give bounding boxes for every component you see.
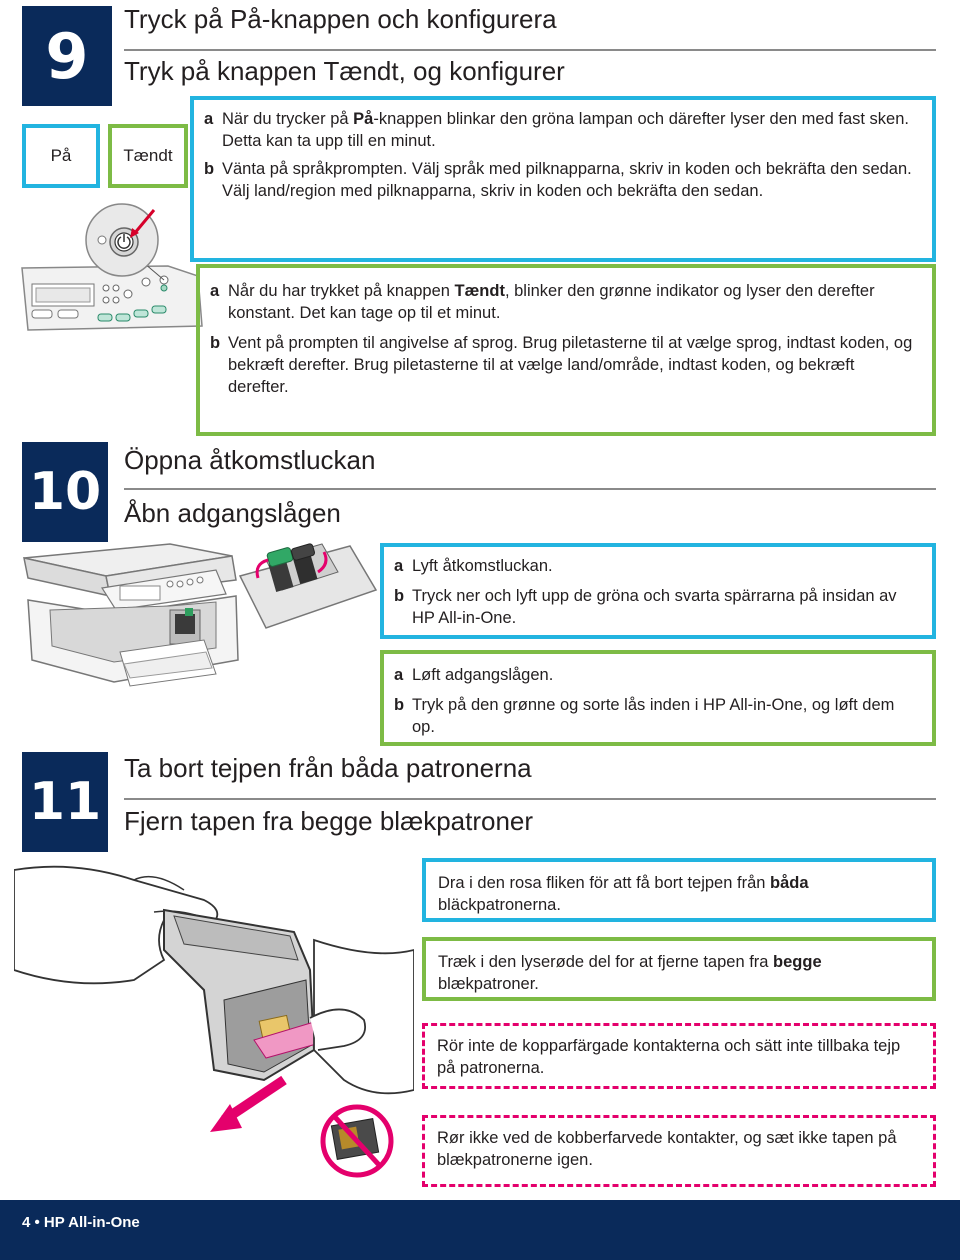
item-text: Når du har trykket på knappen Tændt, blinker den grønne indikator og lyser den derefter konstant. Det kan tage op til et minut. [228, 282, 875, 322]
page-footer [0, 1200, 960, 1260]
item-text: Tryk på den grønne og sorte lås inden i HP All-in-One, og løft dem op. [412, 696, 895, 736]
step-11-divider [124, 798, 936, 800]
item-label: b [394, 696, 405, 714]
step-9-title-sv: Tryck på På-knappen och konfigurera [124, 4, 557, 34]
item-text: Lyft åtkomstluckan. [412, 557, 553, 575]
step-10-sv-item-b [394, 585, 920, 629]
step-9-number: 9 [22, 6, 112, 106]
footer-page-label: 4 • HP All-in-One [22, 1214, 140, 1231]
item-text: När du trycker på På-knappen blinkar den gröna lampan och därefter lyser den med fast sken. Detta kan ta upp till en minut. [222, 110, 909, 150]
printer-image [24, 544, 238, 686]
step-10-instructions-da [380, 650, 936, 746]
step-11-title-da: Fjern tapen fra begge blækpatroner [124, 806, 534, 836]
step-10-divider [124, 488, 936, 490]
no-touch-illustration [312, 1102, 402, 1182]
step-9-instructions-da [196, 264, 936, 436]
step-9-instructions-sv [190, 96, 936, 262]
item-text: Vänta på språkprompten. Välj språk med pilknapparna, skriv in koden och bekräfta den sedan. Välj land/region med pilknapparna, skriv in koden och bekräfta den sedan. [222, 160, 912, 200]
warning-text-sv: Rör inte de kopparfärgade kontakterna och sätt inte tillbaka tejp på patronerna. [437, 1037, 901, 1077]
cartridge-hands-image [14, 867, 414, 1132]
pull-text-sv: Dra i den rosa fliken för att få bort tejpen från båda bläckpatronerna. [438, 874, 809, 914]
prohibition-icon [323, 1107, 391, 1175]
button-label-box-sv [22, 124, 100, 188]
item-label: a [394, 557, 404, 575]
step-11-title-sv: Ta bort tejpen från båda patronerna [124, 753, 532, 783]
item-label: b [204, 160, 215, 178]
step-9-title-da: Tryk på knappen Tændt, og konfigurer [124, 56, 565, 86]
step-11-pull-da [422, 937, 936, 1001]
step-9-sv-item-a [204, 108, 918, 152]
item-label: a [394, 666, 404, 684]
button-label-box-da [108, 124, 188, 188]
item-text: Vent på prompten til angivelse af sprog. Brug piletasterne til at vælge sprog, indtast koden, og bekræft derefter. Brug piletasterne til at vælge land/område, indtast koden, og bekræft derefter. [228, 334, 913, 396]
step-10-title-sv: Öppna åtkomstluckan [124, 445, 376, 475]
item-label: a [204, 110, 214, 128]
latch-illustration [238, 538, 378, 638]
item-text: Tryck ner och lyft upp de gröna och svarta spärrarna på insidan av HP All-in-One. [412, 587, 897, 627]
step-11-pull-sv [422, 858, 936, 922]
step-11-warning-da [422, 1115, 936, 1187]
item-label: a [210, 282, 220, 300]
step-10-da-item-a [394, 664, 920, 686]
step-9-divider [124, 49, 936, 51]
item-label: b [394, 587, 405, 605]
control-panel-illustration [18, 196, 208, 346]
step-10-da-item-b [394, 694, 920, 738]
latch-image [240, 543, 376, 628]
printer-illustration [20, 540, 246, 700]
warning-text-da: Rør ikke ved de kobberfarvede kontakter, og sæt ikke tapen på blækpatronerne igen. [437, 1129, 897, 1169]
button-label-sv: På [50, 146, 72, 165]
item-label: b [210, 334, 221, 352]
step-10-number: 10 [22, 442, 108, 542]
button-label-da: Tændt [123, 146, 173, 165]
control-panel-image [22, 204, 202, 330]
step-10-sv-item-a [394, 555, 920, 577]
step-11-warning-sv [422, 1023, 936, 1089]
step-10-title-da: Åbn adgangslågen [124, 498, 341, 528]
step-9-sv-item-b [204, 158, 918, 202]
step-11-number: 11 [22, 752, 108, 852]
step-9-da-item-a [210, 280, 918, 324]
item-text: Løft adgangslågen. [412, 666, 554, 684]
step-9-da-item-b [210, 332, 918, 398]
step-10-instructions-sv [380, 543, 936, 639]
pull-text-da: Træk i den lyserøde del for at fjerne tapen fra begge blækpatroner. [438, 953, 822, 993]
